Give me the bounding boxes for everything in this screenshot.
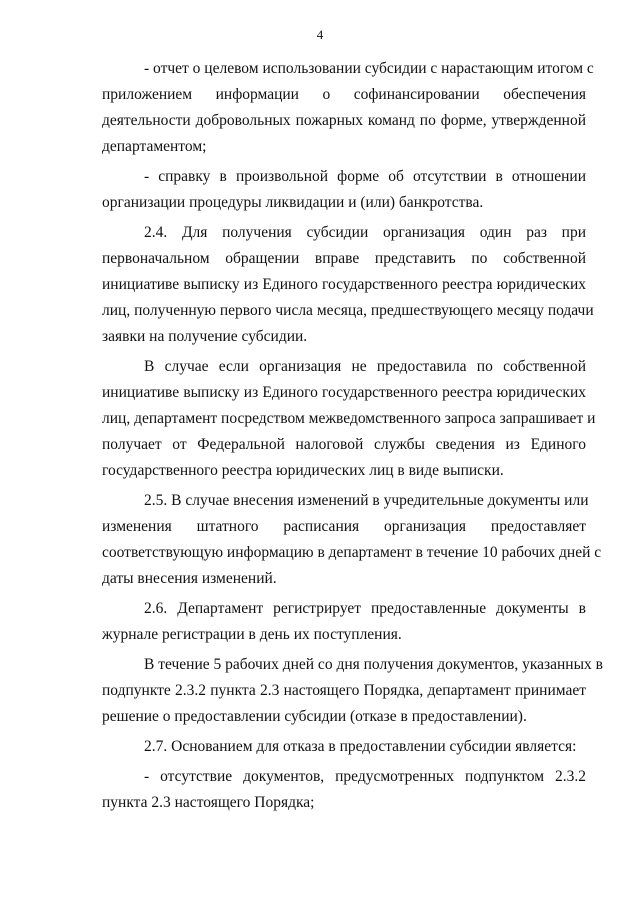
- page-number: 4: [316, 27, 324, 42]
- paragraph: [102, 488, 602, 592]
- text-line: 2.4. Для получения субсидии организация один раз при: [144, 224, 586, 241]
- text-line: - отсутствие документов, предусмотренных подпунктом 2.3.2: [144, 768, 586, 785]
- text-line: получает от Федеральной налоговой службы сведения из Единого: [102, 436, 586, 453]
- text-line: приложением информации о софинансировании обеспечения: [102, 86, 586, 103]
- text-line: В случае если организация не предоставила по собственной: [144, 358, 586, 375]
- text-line: заявки на получение субсидии.: [102, 328, 308, 345]
- text-line: государственного реестра юридических лиц в виде выписки.: [102, 462, 504, 479]
- text-line: инициативе выписку из Единого государственного реестра юридических: [102, 384, 586, 401]
- text-line: изменения штатного расписания организация предоставляет: [102, 518, 586, 535]
- paragraph: [102, 652, 603, 730]
- text-line: даты внесения изменений.: [102, 570, 277, 587]
- text-line: В течение 5 рабочих дней со дня получения документов, указанных в: [144, 656, 603, 673]
- text-line: 2.7. Основанием для отказа в предоставлении субсидии является:: [144, 738, 577, 755]
- text-line: соответствующую информацию в департамент в течение 10 рабочих дней с: [102, 544, 602, 561]
- text-line: инициативе выписку из Единого государственного реестра юридических: [102, 276, 586, 293]
- text-line: деятельности добровольных пожарных команд по форме, утвержденной: [102, 112, 586, 129]
- text-line: журнале регистрации в день их поступления.: [102, 626, 402, 643]
- paragraph: [102, 56, 594, 160]
- text-line: 2.5. В случае внесения изменений в учредительные документы или: [144, 492, 589, 509]
- text-line: департаментом;: [102, 138, 207, 155]
- text-line: - справку в произвольной форме об отсутствии в отношении: [144, 168, 586, 185]
- paragraph: [102, 764, 586, 816]
- text-line: первоначальном обращении вправе представить по собственной: [102, 250, 586, 267]
- text-line: решение о предоставлении субсидии (отказе в предоставлении).: [102, 708, 527, 725]
- text-line: подпункте 2.3.2 пункта 2.3 настоящего Порядка, департамент принимает: [102, 682, 586, 699]
- text-line: лиц, полученную первого числа месяца, предшествующего месяцу подачи: [102, 302, 594, 319]
- document-body: [102, 56, 603, 820]
- paragraph: [102, 734, 586, 760]
- text-line: лиц, департамент посредством межведомственного запроса запрашивает и: [102, 410, 596, 427]
- text-line: 2.6. Департамент регистрирует предоставленные документы в: [144, 600, 586, 617]
- paragraph: [102, 354, 596, 484]
- text-line: пункта 2.3 настоящего Порядка;: [102, 794, 315, 811]
- paragraph: [102, 596, 586, 648]
- text-line: - отчет о целевом использовании субсидии с нарастающим итогом с: [144, 60, 594, 77]
- paragraph: [102, 220, 594, 350]
- paragraph: [102, 164, 586, 216]
- text-line: организации процедуры ликвидации и (или) банкротства.: [102, 194, 484, 211]
